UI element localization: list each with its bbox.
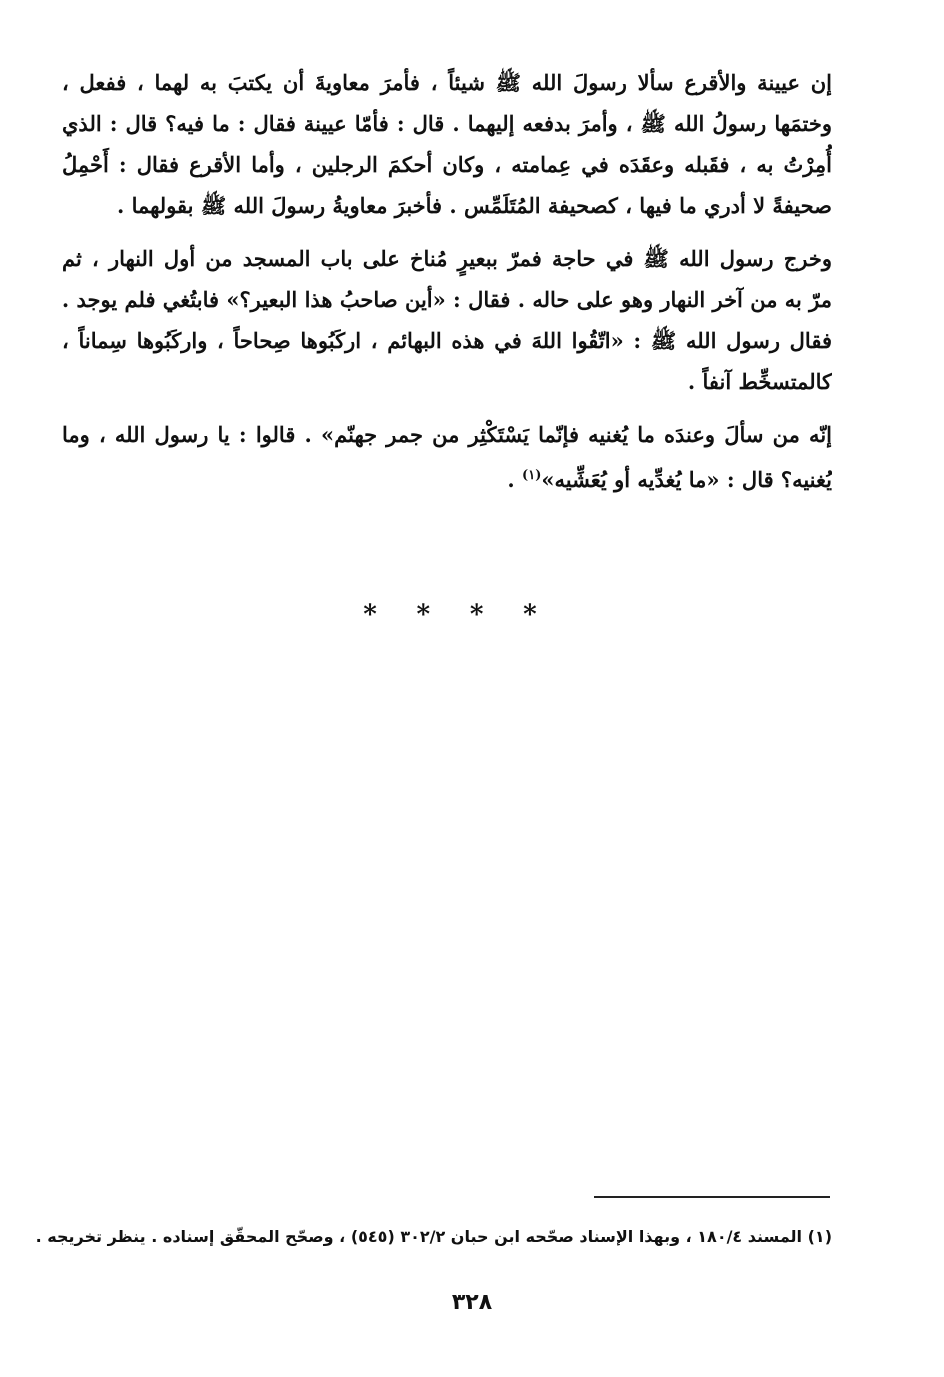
asterisk-ornament: * <box>363 600 377 630</box>
text-line: وخرج رسول الله ﷺ في حاجة فمرّ ببعيرٍ مُناخ على باب المسجد من أول النهار ، ثم <box>62 246 832 271</box>
text-line: وختمَها رسولُ الله ﷺ ، وأمرَ بدفعه إليهما . قال : فأمّا عيينة فقال : ما فيه؟ قال : الذي <box>62 111 832 136</box>
text-line: فقال رسول الله ﷺ : «اتّقُوا اللهَ في هذه البهائم ، اركَبُوها صِحاحاً ، واركَبُوها سِماناً ، <box>62 328 832 353</box>
text-line: إنّه من سألَ وعندَه ما يُغنيه فإنّما يَسْتَكْثِر من جمر جهنّم» . قالوا : يا رسول الله ، وما <box>62 422 832 447</box>
text-line: صحيفةً لا أدري ما فيها ، كصحيفة المُتَلَمِّس . فأخبرَ معاويةُ رسولَ الله ﷺ بقولهما . <box>116 193 832 218</box>
end-punctuation: . <box>507 467 523 492</box>
footnote: (١) المسند ١٨٠/٤ ، وبهذا الإسناد صحّحه ابن حبان ٣٠٢/٢ (٥٤٥) ، وصحّح المحقّق إسناده . ينظر تخريجه . <box>35 1227 832 1246</box>
paragraph-2 <box>62 238 832 402</box>
page-number: ٣٢٨ <box>451 1290 493 1315</box>
main-text <box>62 62 832 496</box>
text-line: إن عيينة والأقرع سألا رسولَ الله ﷺ شيئاً ، فأمرَ معاويةَ أن يكتبَ به لهما ، ففعل ، <box>62 70 832 95</box>
paragraph-1 <box>62 62 832 226</box>
text-line: أُمِرْتُ به ، فقَبله وعقَدَه في عِمامته ، وكان أحكمَ الرجلين ، وأما الأقرع فقال : أَحْمِلُ <box>62 152 832 177</box>
asterisk-ornament: * <box>469 600 484 630</box>
text-line: كالمتسخِّط آنفاً . <box>687 369 832 394</box>
text-line: مرّ به من آخر النهار وهو على حاله . فقال : «أين صاحبُ هذا البعير؟» فابتُغي فلم يوجد . <box>62 287 832 312</box>
paragraph-3 <box>62 414 832 496</box>
asterisk-ornament: * <box>523 600 537 630</box>
footnote-marker: (١) <box>522 468 542 483</box>
paragraph-gap <box>62 402 832 414</box>
section-separator <box>350 600 550 630</box>
paragraph-gap <box>62 226 832 238</box>
text-line-last <box>62 455 832 496</box>
asterisk-ornament: * <box>416 600 431 630</box>
text-line-content: يُغنيه؟ قال : «ما يُغدِّيه أو يُعَشِّيه» <box>541 467 832 492</box>
footnote-divider <box>594 1196 830 1198</box>
